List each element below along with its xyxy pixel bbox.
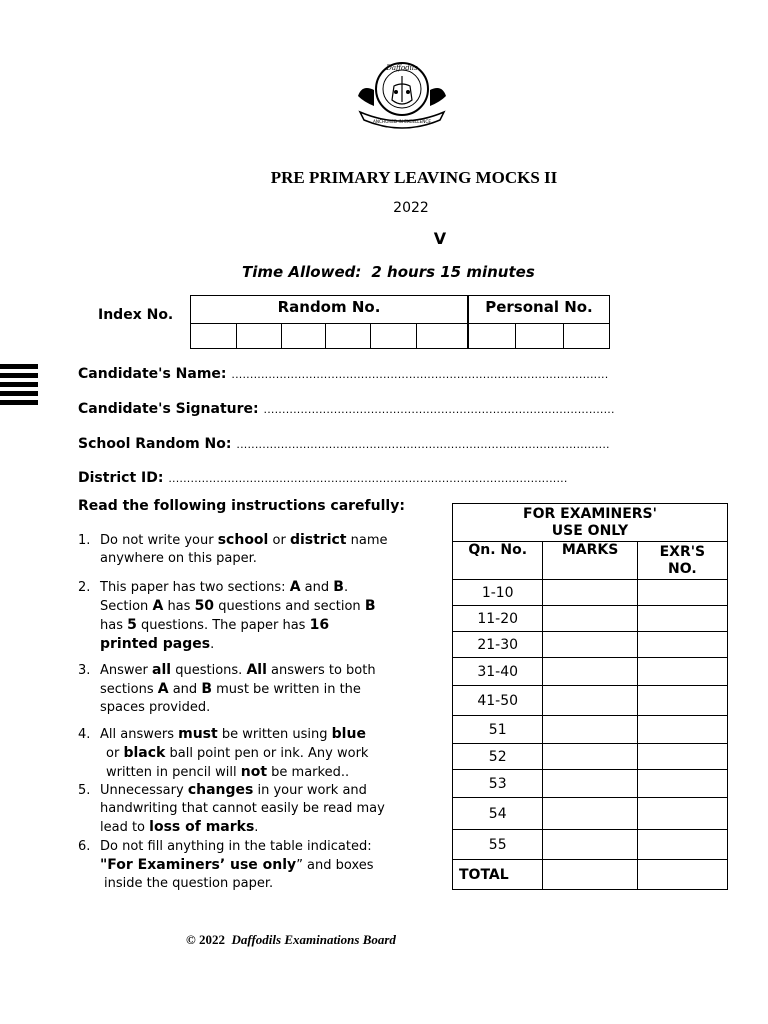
marks-cell[interactable]: [543, 580, 637, 606]
candidate-signature-line: ...............................................................................................: [263, 403, 615, 416]
examiner-cell[interactable]: [637, 770, 727, 798]
district-id-field[interactable]: [78, 470, 568, 486]
candidate-signature-field[interactable]: [78, 401, 615, 417]
index-cell[interactable]: [281, 324, 282, 349]
col-marks: MARKS: [543, 542, 637, 580]
school-random-no-field[interactable]: [78, 436, 610, 452]
index-cell[interactable]: [563, 324, 564, 349]
copyright-year: © 2022: [186, 932, 225, 947]
district-id-label: District ID:: [78, 470, 164, 486]
table-row-label: 52: [453, 744, 543, 770]
school-random-no-line: .....................................................................................................: [236, 438, 610, 451]
marks-cell[interactable]: [543, 744, 637, 770]
svg-text:ANCHORED IN EXCELLENCE: ANCHORED IN EXCELLENCE: [373, 119, 431, 124]
index-cell[interactable]: [416, 324, 417, 349]
examiners-table-title: FOR EXAMINERS' USE ONLY: [453, 504, 728, 542]
marks-cell[interactable]: [543, 830, 637, 860]
board-name: Daffodils Examinations Board: [231, 932, 396, 947]
svg-text:Daffodils: Daffodils: [386, 64, 418, 72]
table-row-label: 51: [453, 716, 543, 744]
time-allowed-label: Time Allowed:: [242, 263, 362, 281]
index-number-box: [190, 295, 610, 349]
examiner-cell[interactable]: [637, 860, 727, 890]
margin-bars: [0, 364, 38, 409]
marks-cell[interactable]: [543, 658, 637, 686]
table-row-label: 55: [453, 830, 543, 860]
candidate-signature-label: Candidate's Signature:: [78, 401, 259, 417]
examiner-cell[interactable]: [637, 658, 727, 686]
marks-cell[interactable]: [543, 770, 637, 798]
table-row-label: 53: [453, 770, 543, 798]
index-cell[interactable]: [325, 324, 326, 349]
marks-cell[interactable]: [543, 606, 637, 632]
instruction-4: 4. All answers must be written using blue or black ball point pen or ink. Any work written in pencil will not be marked..: [78, 726, 369, 780]
instruction-6: 6. Do not fill anything in the table indicated: "For Examiners’ use only” and boxes inside the question paper.: [78, 839, 374, 891]
instruction-3: 3. Answer all questions. All answers to both sections A and B must be written in the spaces provided.: [78, 662, 376, 715]
table-row-label: 11-20: [453, 606, 543, 632]
marks-cell[interactable]: [543, 716, 637, 744]
copyright-footer: [186, 932, 396, 948]
marks-cell[interactable]: [543, 860, 637, 890]
random-number-header: Random No.: [277, 298, 381, 316]
table-row-label: 31-40: [453, 658, 543, 686]
examiners-use-table: [452, 503, 728, 890]
examiner-cell[interactable]: [637, 830, 727, 860]
candidate-name-label: Candidate's Name:: [78, 366, 227, 382]
index-cell[interactable]: [515, 324, 516, 349]
index-cell[interactable]: [370, 324, 371, 349]
district-id-line: ............................................................................................................: [168, 472, 568, 485]
exam-title: PRE PRIMARY LEAVING MOCKS II: [270, 168, 558, 187]
paper-code: V: [433, 229, 447, 248]
examiner-cell[interactable]: [637, 686, 727, 716]
personal-number-header: Personal No.: [485, 298, 593, 316]
examiner-cell[interactable]: [637, 606, 727, 632]
examiner-cell[interactable]: [637, 580, 727, 606]
marks-cell[interactable]: [543, 686, 637, 716]
exam-year: 2022: [393, 200, 429, 216]
col-examiner-number: EXR'S NO.: [637, 542, 727, 580]
examiner-cell[interactable]: [637, 798, 727, 830]
instruction-1: 1. Do not write your school or district name anywhere on this paper.: [78, 532, 388, 566]
candidate-name-line: ......................................................................................................: [231, 368, 609, 381]
marks-cell[interactable]: [543, 798, 637, 830]
time-allowed: [242, 263, 535, 281]
table-row-label: 41-50: [453, 686, 543, 716]
col-question-number: Qn. No.: [453, 542, 543, 580]
examiner-cell[interactable]: [637, 632, 727, 658]
table-total-label: TOTAL: [453, 860, 543, 890]
examiner-cell[interactable]: [637, 744, 727, 770]
time-allowed-value: 2 hours 15 minutes: [371, 263, 535, 281]
examiner-cell[interactable]: [637, 716, 727, 744]
school-random-no-label: School Random No:: [78, 436, 232, 452]
index-cell[interactable]: [236, 324, 237, 349]
table-row-label: 54: [453, 798, 543, 830]
school-crest-logo: [352, 56, 452, 132]
marks-cell[interactable]: [543, 632, 637, 658]
instructions-heading: Read the following instructions carefully:: [78, 498, 405, 514]
candidate-name-field[interactable]: [78, 366, 608, 382]
instruction-5: 5. Unnecessary changes in your work and handwriting that cannot easily be read may lead to loss of marks.: [78, 782, 385, 835]
table-row-label: 1-10: [453, 580, 543, 606]
index-number-cells: [191, 323, 609, 349]
table-row-label: 21-30: [453, 632, 543, 658]
instruction-2: 2. This paper has two sections: A and B. Section A has 50 questions and section B has 5 questions. The paper has 16 printed pages.: [78, 579, 376, 652]
index-number-label: Index No.: [98, 307, 174, 323]
